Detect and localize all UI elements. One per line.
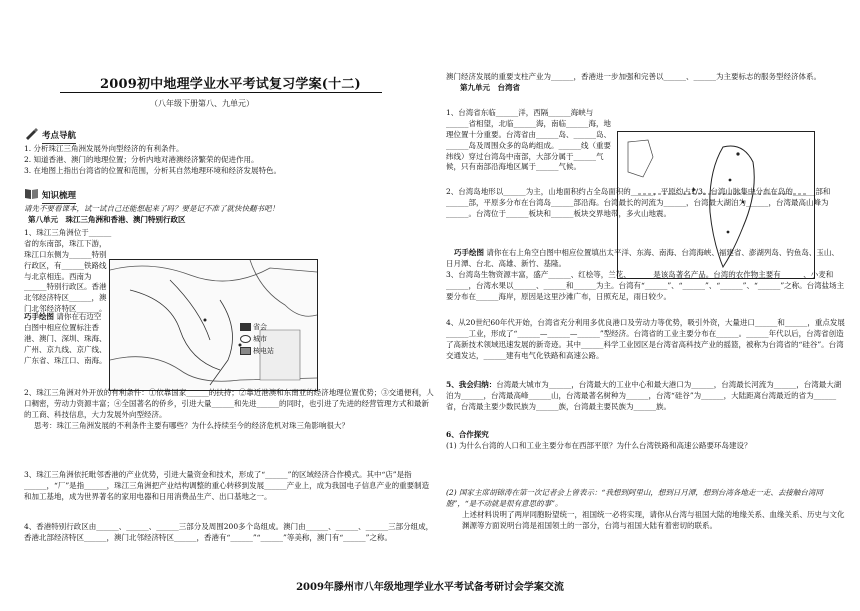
review-heading: 知识梳理	[42, 190, 76, 204]
unit8-q1-text: 1、珠江三角洲位于______省的东南部，珠江下游，珠江口东侧为______特别行政区，有______铁路线与北京相连。西南为______特别行政区。香港北邻经济特区______，澳门北邻经济特区______。	[24, 228, 112, 314]
unit9-q2	[446, 187, 846, 220]
pen-icon	[24, 127, 39, 140]
page-subtitle: （八年级下册第八、九单元）	[150, 99, 254, 108]
q5-text: 台湾最大城市为______，台湾最大的工业中心和最大港口为______，台湾最长河流为______，台湾最大湖泊为______，台湾最高峰______山，台湾最著名树种为______，台湾“硅谷”为______，大陆距离台湾最近的省为______省，台湾最主要少数民族为______族，台湾最主要民族为______族。	[446, 380, 842, 411]
unit9-q1-text: 1、台湾省东临______洋，西隔______海峡与______省相望，北临______海，南临______海，地理位置十分重要。台湾省由______岛、______岛、______岛及周围众多的岛屿组成。______线（重要纬线）穿过台湾岛中南部，大部分属于______气候，只有南部沿海地区属于______气候。	[446, 108, 611, 172]
unit8-tip	[24, 312, 108, 366]
book-icon	[24, 187, 39, 200]
city-swatch	[240, 335, 251, 343]
unit9-q6-2	[446, 488, 846, 532]
review-section	[24, 190, 424, 226]
unit9-q6	[446, 430, 846, 452]
unit8-q4-text: 4、香港特别行政区由______、______、______三部分及周围200多个岛组成。澳门由______、______、______三部分组成，香港北部经济特区______，澳门北邻经济特区______，香港有“______”“______”等美称，澳门有“______”之称。	[24, 522, 434, 542]
unit9-heading: 第九单元 台湾省	[460, 82, 520, 92]
unit8-q3	[24, 470, 434, 503]
q6-heading: 6、合作探究	[446, 430, 489, 439]
tip-label: 巧手绘图	[24, 312, 54, 321]
unit9-q1	[446, 108, 611, 173]
unit8-q2-text: 2、珠江三角洲对外开放的有利条件：①依靠国家______的扶持；②靠近港澳和东南亚的经济地理位置优势；③交通便利，人口稠密，劳动力资源丰富；④全国著名的侨乡，引进大量______和先进______的同时，也引进了先进的经营管理方式和最新的工商、科技信息，大力发展外向型经济。	[24, 388, 434, 419]
nav-item-2: 2. 知道香港、澳门的地理位置；分析内地对港澳经济繁荣的促进作用。	[24, 155, 259, 165]
review-intro: 请先不要看课本，试一试自己还能想起来了吗？要是记不准了就快快翻书吧！	[24, 204, 279, 214]
q6-2-text: 上述材料说明了两岸同胞盼望统一，祖国统一必将实现，请你从台湾与祖国大陆的地缘关系、血缘关系、历史与文化渊源等方面说明台湾是祖国领土的一部分，台湾与祖国大陆有着密切的联系。	[462, 509, 845, 530]
unit8-q2-think: 思考：珠江三角洲发展的不利条件主要有哪些？为什么持续至今的经济危机对珠三角影响很大？	[34, 420, 349, 430]
nav-section	[24, 130, 424, 177]
nav-heading: 考点导航	[42, 130, 76, 144]
q6-1: (1) 为什么台湾的人口和工业主要分布在西部平原？为什么台湾铁路和高速公路要环岛建设？	[446, 440, 752, 450]
unit8-q2	[24, 388, 434, 432]
unit9-q4-text: 4、从20世纪60年代开始，台湾省充分利用多优良港口及劳动力等优势，吸引外资，大量进口______和______，重点发展______工业，形成了“______—______—______”型经济。台湾省的工业主要分布在______。______年代以后，台湾省创造了高新技术领域迅速发展的新奇迹。其中______科学工业园区是台湾省高科技产业的摇篮，被称为台湾省的“硅谷”。台湾交通发达，______建有电气化铁路和高速公路。	[446, 318, 845, 360]
unit9-q5	[446, 380, 846, 413]
q5-label: 5、我会归纳：	[446, 380, 497, 389]
unit8-q4	[24, 522, 434, 544]
page-title: 2009初中地理学业水平考试复习学案(十二)	[100, 77, 361, 92]
unit8-q1	[24, 228, 112, 315]
unit9-tip-label: 巧手绘图	[454, 248, 484, 257]
nuclear-swatch	[240, 347, 251, 355]
map-legend	[240, 322, 274, 358]
unit9-q4	[446, 318, 846, 362]
legend-city: 城市	[253, 334, 267, 343]
unit8-q3-text: 3、珠江三角洲依托毗邻香港的产业优势，引进大量资金和技术，形成了“______”的区域经济合作模式。其中“店”是指______，“厂”是指______，珠江三角洲把产业结构调整的重心转移到发展______产业上，成为我国电子信息产业的重要制造和加工基地，成为世界著名的家用电器和日用消费品生产、出口基地之一。	[24, 470, 430, 501]
pearl-river-delta-map	[109, 259, 318, 391]
nav-item-1: 1. 分析珠江三角洲发展外向型经济的有利条件。	[24, 144, 184, 154]
unit9-tip	[446, 248, 846, 270]
right-p0: 澳门经济发展的重要支柱产业为______，香港进一步加强和完善以______、______为主要标志的服务型经济体系。	[446, 72, 821, 81]
q6-2-quote: (2) 国家主席胡锦涛在第一次记者会上曾表示：“我想到阿里山，想到日月潭，想到台湾各地走一走、去接触台湾同胞”，“是不动就是很有意思的事”。	[446, 488, 823, 508]
unit9-tip-text: 请你在右上角空白图中相应位置填出太平洋、东海、南海、台湾海峡、福建省、澎湖列岛、钓鱼岛、玉山、日月潭、台北、高雄、新竹、基隆。	[446, 248, 839, 268]
unit9-q3	[446, 270, 846, 303]
page-footer: 2009年滕州市八年级地理学业水平考试备考研讨会学案交流	[296, 582, 564, 593]
legend-capital: 省会	[253, 323, 267, 331]
unit8-heading: 第八单元 珠江三角洲和香港、澳门特别行政区	[28, 215, 186, 225]
unit9-q3-text: 3、台湾岛生物资源丰富，盛产______、红桧等，兰花、______是该岛著名产品。台湾的农作物主要有______、小麦和______，台湾水果以______、______和______为主。台湾有“______”、“______”、“______”、“______”之称。台湾盐场主要分布在______海岸，原因是这里沙滩广布，日照充足，雨日较少。	[446, 270, 845, 301]
legend-nuclear: 核电站	[253, 346, 274, 355]
nav-item-3: 3. 在地图上指出台湾省的位置和范围，分析其自然地理环境和经济发展特色。	[24, 166, 282, 176]
title-underline	[60, 92, 382, 93]
tip-text: 请你在右边空白图中相应位置标注香港、澳门、深圳、珠海、广州、京九线、京广线、广东省、珠江口、南海。	[24, 312, 107, 365]
map-outline	[110, 260, 317, 390]
unit9-q2-text: 2、台湾岛地形以______为主，山地面积约占全岛面积的______，平原约占1/3。台湾山脉集中分布在岛的______部和______部，平原多分布在台湾岛______部沿海。台湾最长的河流为______，台湾最大湖泊为______，台湾最高山峰为______。台湾位于______板块和______板块交界地带，多火山地震。	[446, 187, 831, 218]
right-continued	[446, 72, 846, 94]
capital-swatch	[240, 323, 251, 331]
